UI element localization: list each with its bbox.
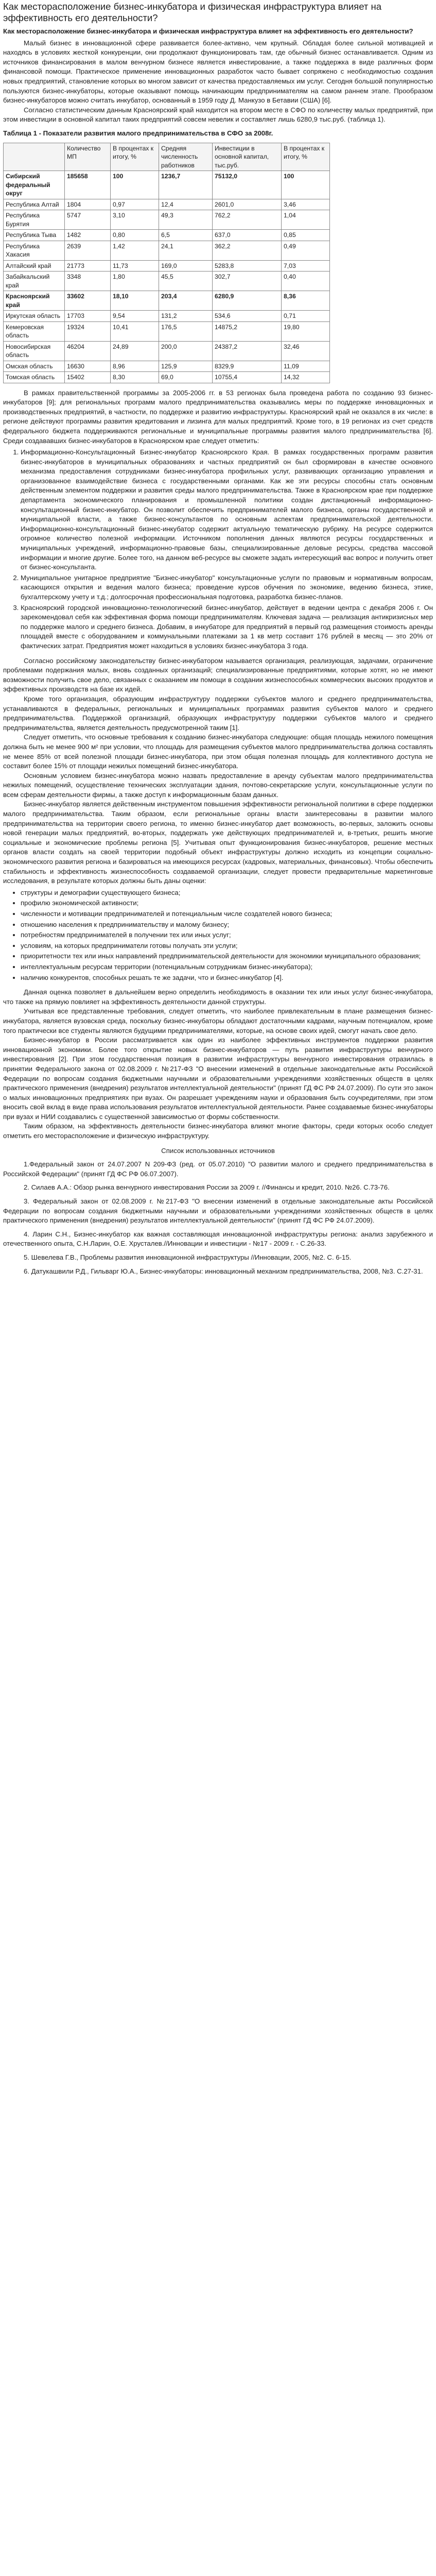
region-cell: Иркутская область: [4, 311, 65, 322]
value-cell: 5283,8: [213, 260, 282, 272]
table-row: [4, 372, 330, 383]
value-cell: 19,80: [282, 321, 330, 341]
reference-item: 4. Ларин С.Н., Бизнес-инкубатор как важная составляющая инновационной инфраструктуры региона: анализ зарубежного и отечественного опыта, С.Н.Ларин, О.Е. Хрусталев.//Инновации и инвестиции - №17 - 2009 г. - С.26-33.: [3, 1230, 433, 1248]
value-cell: 24,1: [159, 241, 213, 260]
value-cell: 8,30: [111, 372, 159, 383]
section-legislation: [3, 656, 433, 983]
value-cell: 18,10: [111, 291, 159, 311]
list-item: 1. Информационно-Консультационный Бизнес-инкубатор Красноярского Края. В рамках государственных программ развития бизнес-инкубаторов в муниципальных образованиях и частных предприятий он был сформирован в качестве основного механизма предоставления сотрудниками бизнес-инкубатора профильных услуг, развивающих организацию управления и организованное взаимодействие бизнеса с государственными органами. Как же эти ресурсы способны стать основным действенным элементом поддержки и развития среды малого предпринимательства. Также в Красноярском крае при поддержке департамента экономического планирования и промышленной политики создан дистанционный информационно-консультационный бизнес-инкубатор. Он позволит обеспечить предпринимателей малого бизнеса, органы государственной и муниципальной власти, а также бизнес-консультантов по основным аспектам предпринимательской деятельности. Информационно-консультационный бизнес-инкубатор содержит актуальную тематическую рубрику. На ресурсе содержится огромное количество полезной информации. Источником пополнения данных являются ресурсы государственных и муниципальных учреждений, информационно-правовые базы, специализированные деловые ресурсы, средства массовой информации и многие другие. Более того, на данном веб-ресурсе вы сможете задать интересующий вас вопрос и получить ответ от бизнес-консультанта.: [21, 448, 433, 572]
paragraph: Основным условием бизнес-инкубатора можно назвать предоставление в аренду субъектам малого предпринимательства нежилых помещений, осуществление технических эксплуатации здания, почтово-секретарские услуги, консультационные услуги по всем сферам деятельности фирмы, а также доступ к информационным базам данных.: [3, 771, 433, 799]
value-cell: 8,96: [111, 361, 159, 372]
section-conclusion: [3, 988, 433, 1141]
value-cell: 8,36: [282, 291, 330, 311]
reference-item: 1.Федеральный закон от 24.07.2007 N 209-ФЗ (ред. от 05.07.2010) "О развитии малого и среднего предпринимательства в Российской Федерации" (принят ГД ФС РФ 06.07.2007).: [3, 1160, 433, 1178]
value-cell: 3,46: [282, 199, 330, 210]
paragraph: Согласно российскому законодательству бизнес-инкубатором называется организация, реализующая, задачами, ограничение проблемами подержания малых, вновь созданных организаций; специализированные предприятиями, которые хотят, но не имеют возможности получить свое дело, связанных с оказанием им помощи в создании жизнеспособных коммерческих высоких продуктов и эффективных производств на базе их идей.: [3, 656, 433, 693]
table-row: [4, 272, 330, 291]
list-item: • отношению населения к предпринимательству и малому бизнесу;: [21, 920, 433, 930]
value-cell: 100: [111, 171, 159, 199]
section-incubators: [3, 388, 433, 651]
list-item: • численности и мотивации предпринимателей и потенциальным числе создателей нового бизнеса;: [21, 909, 433, 919]
paragraph: В рамках правительственной программы за 2005-2006 гг. в 53 регионах была проведена работа по созданию 93 бизнес-инкубаторов [9]; для региональных программ малого предпринимательства оказывались меры по поддержке инновационных и производственных предприятий, в частности, по поддержке и развитию инфраструктуры. Красноярский край не оказался в их числе: в регионе действуют программы развития кредитования и лизинга для малых предприятий. Кроме того, в 19 регионах из счет средств федерального бюджета поддерживаются региональные и муниципальные программы развития малого предпринимательства [6]. Среди создававших бизнес-инкубаторов в Красноярском крае следует отметить:: [3, 388, 433, 445]
reference-item: 5. Шевелева Г.В., Проблемы развития инновационной инфраструктуры //Инновации, 2005, №2. С. 6-15.: [24, 1253, 352, 1261]
value-cell: 16630: [65, 361, 111, 372]
value-cell: 6,5: [159, 230, 213, 241]
value-cell: 534,6: [213, 311, 282, 322]
value-cell: 14,32: [282, 372, 330, 383]
value-cell: 0,80: [111, 230, 159, 241]
value-cell: 0,97: [111, 199, 159, 210]
region-cell: Республика Хакасия: [4, 241, 65, 260]
table-row: [4, 341, 330, 361]
value-cell: 100: [282, 171, 330, 199]
article: [0, 0, 436, 1283]
value-cell: 5747: [65, 210, 111, 230]
paragraph: Кроме того организация, образующим инфраструктуру поддержки субъектов малого и среднего предпринимательства, устанавливаются в федеральных, региональных и муниципальных программах развития субъектов малого и среднего предпринимательства. Поддержкой организаций, образующих инфраструктуру поддержки субъектов малого и среднего предпринимательства, является деятельность предусмотренной таким [1].: [3, 694, 433, 732]
value-cell: 302,7: [213, 272, 282, 291]
region-cell: Новосибирская область: [4, 341, 65, 361]
paragraph: Учитывая все представленные требования, следует отметить, что наиболее привлекательным в плане размещения бизнес-инкубатора, является вузовская среда, поскольку бизнес-инкубаторы обладают достаточными кадрами, научным потенциалом, кроме того практически все студенты являются будущими предпринимателями, которые, на основе своих идей, смогут начать свое дело.: [3, 1007, 433, 1035]
value-cell: 0,85: [282, 230, 330, 241]
table-row: [4, 171, 330, 199]
value-cell: 17703: [65, 311, 111, 322]
value-cell: 1,42: [111, 241, 159, 260]
region-cell: Алтайский край: [4, 260, 65, 272]
list-item: • приоритетности тех или иных направлений предпринимательской деятельности для экономики муниципального образования;: [21, 952, 433, 961]
table-row: [4, 291, 330, 311]
region-cell: Забайкальский край: [4, 272, 65, 291]
table-body: [4, 171, 330, 383]
value-cell: 1,04: [282, 210, 330, 230]
paragraph: Данная оценка позволяет в дальнейшем верно определить необходимость в оказании тех или иных услуг бизнес-инкубатора, что также на прямую повлияет на эффективность деятельности данной структуры.: [3, 988, 433, 1006]
value-cell: 203,4: [159, 291, 213, 311]
paragraph: Бизнес-инкубатор является действенным инструментом повышения эффективности региональной политики в сфере поддержки малого предпринимательства. Таким образом, если региональные органы власти заинтересованы в развитии малого предпринимательства на территории своего региона, то именно бизнес-инкубатор дает возможность, во-первых, заложить основы новой генерации малых предприятий, во-вторых, поддержать уже действующих предпринимателей и, в-третьих, решить многие социальные и экономические проблемы региона [5]. Учитывая опыт функционирования бизнес-инкубаторов, решение местных органов власти создать на своей территории подобный объект инфраструктуры должно исходить из концепции социально-экономического развития региона и базироваться на имеющихся ресурсах (кадровых, материальных, финансовых). Чтобы обеспечить стабильность и эффективность жизнеспособность создаваемой организации, следует провести предварительные маркетинговые исследования, в результате которых должны быть даны оценки:: [3, 800, 433, 885]
table-row: [4, 361, 330, 372]
article-subtitle: Как месторасположение бизнес-инкубатора и физическая инфраструктура влияет на эффективность его деятельности?: [3, 27, 413, 35]
table-caption: Таблица 1 - Показатели развития малого предпринимательства в СФО за 2008г.: [3, 129, 273, 137]
value-cell: 362,2: [213, 241, 282, 260]
table-row: [4, 230, 330, 241]
paragraph: Таким образом, на эффективность деятельности бизнес-инкубатора влияют многие факторы, среди которых особо следует отметить его месторасположение и физическую инфраструктуру.: [3, 1122, 433, 1140]
value-cell: 46204: [65, 341, 111, 361]
paragraph: Бизнес-инкубатор в России рассматривается как один из наиболее эффективных инструментов поддержки развития инновационной экономики. Более того открытие новых бизнес-инкубаторов — путь развития инфраструктуры венчурного инвестирования [2]. При этом государственная позиция в развитии инфраструктуры венчурного инвестирования отразилась в принятии Федерального закона от 02.08.2009 г. №217-ФЗ "О внесении изменений в отдельные законодательные акты Российской Федерации по вопросам создания бюджетными научными и образовательными учреждениями хозяйственных обществ в целях практического применения (внедрения) результатов интеллектуальной деятельности" (принят ГД ФС РФ 24.07.2009). По сути это закон о малых инновационных предприятиях при вузах. Он разрешает учреждениям науки и образования быть соучредителями, при этом вносить свой вклад в виде права использования результатов интеллектуальной деятельности. Ранее создаваемые бизнес-инкубаторы при вузах и НИИ создавались с существенной зависимостью от формы собственности.: [3, 1036, 433, 1121]
table-row: [4, 210, 330, 230]
reference-item: 3. Федеральный закон от 02.08.2009 г. №217-ФЗ "О внесении изменений в отдельные законодательные акты Российской Федерации по вопросам создания бюджетными научными и образовательными учреждениями хозяйственных обществ в целях практического применения (внедрения) результатов интеллектуальной деятельности" (принят ГД ФС РФ 24.07.2009).: [3, 1197, 433, 1225]
value-cell: 2639: [65, 241, 111, 260]
list-item: • условиям, на которых предприниматели готовы получать эти услуги;: [21, 941, 433, 951]
value-cell: 24387,2: [213, 341, 282, 361]
value-cell: 1,80: [111, 272, 159, 291]
value-cell: 176,5: [159, 321, 213, 341]
value-cell: 0,71: [282, 311, 330, 322]
value-cell: 0,49: [282, 241, 330, 260]
table-header-row: [4, 143, 330, 171]
list-item: • профилю экономической активности;: [21, 899, 433, 908]
table-row: [4, 241, 330, 260]
region-cell: Томская область: [4, 372, 65, 383]
value-cell: 11,73: [111, 260, 159, 272]
region-cell: Республика Тыва: [4, 230, 65, 241]
reference-item: 6. Датукашвили Р.Д., Гильварг Ю.А., Бизнес-инкубаторы: инновационный механизм предпринимательства, 2008, №3. С.27-31.: [24, 1267, 423, 1275]
table-header-cell: В процентах к итогу, %: [111, 143, 159, 171]
list-item: 3. Красноярский городской инновационно-технологический бизнес-инкубатор, действует в ведении центра с декабря 2006 г. Он зарекомендовал себя как эффективная форма помощи предпринимателям. Ключевая задача — реализация антикризисных мер по поддержке малого и среднего бизнеса. Добавим, в инкубаторе для предприятий в первый год размещения стоимость аренды площадей вместе с оборудованием и коммунальными платежами за 1 кв метр составит 176 рублей в месяц — это 20% от фактических затрат. Предприятия может находиться в условиях бизнес-инкубатора 3 года.: [21, 603, 433, 651]
value-cell: 15402: [65, 372, 111, 383]
region-cell: Сибирский федеральный округ: [4, 171, 65, 199]
sfo-statistics-table: [3, 143, 330, 383]
table-header-cell: В процентах к итогу, %: [282, 143, 330, 171]
value-cell: 169,0: [159, 260, 213, 272]
table-row: [4, 321, 330, 341]
value-cell: 32,46: [282, 341, 330, 361]
value-cell: 69,0: [159, 372, 213, 383]
table-header-cell: Средняя численность работников: [159, 143, 213, 171]
value-cell: 3348: [65, 272, 111, 291]
value-cell: 185658: [65, 171, 111, 199]
value-cell: 24,89: [111, 341, 159, 361]
paragraph: Согласно статистическим данным Красноярский край находится на втором месте в СФО по количеству малых предприятий, при этом инвестиции в основной капитал таких предприятий совсем невелик и составляет лишь 6280,9 тыс.руб. (таблица 1).: [3, 106, 433, 124]
value-cell: 200,0: [159, 341, 213, 361]
value-cell: 14875,2: [213, 321, 282, 341]
value-cell: 3,10: [111, 210, 159, 230]
references-list: [3, 1160, 433, 1276]
table-header-cell: Количество МП: [65, 143, 111, 171]
value-cell: 1804: [65, 199, 111, 210]
value-cell: 9,54: [111, 311, 159, 322]
value-cell: 10,41: [111, 321, 159, 341]
value-cell: 762,2: [213, 210, 282, 230]
value-cell: 49,3: [159, 210, 213, 230]
value-cell: 125,9: [159, 361, 213, 372]
value-cell: 637,0: [213, 230, 282, 241]
list-item: • интеллектуальным ресурсам территории (потенциальным сотрудникам бизнес-инкубатора);: [21, 962, 433, 972]
list-item: • наличию конкурентов, способных решать те же задачи, что и бизнес-инкубатор [4].: [21, 973, 433, 983]
page-title: Как месторасположение бизнес-инкубатора и физическая инфраструктура влияет на эффективность его деятельности?: [3, 1, 381, 23]
region-cell: Кемеровская область: [4, 321, 65, 341]
list-item: • потребностям предпринимателей в получении тех или иных услуг;: [21, 930, 433, 940]
region-cell: Красноярский край: [4, 291, 65, 311]
value-cell: 0,40: [282, 272, 330, 291]
paragraph: Малый бизнес в инновационной сфере развивается более-активно, чем крупный. Обладая более сильной мотивацией и находясь в условиях жесткой конкуренции, они продолжают функционировать там, где обычный бизнес останавливается. Одним из источников финансирования в малом венчурном бизнесе является инвестирование, а также поддержка в виде различных форм финансовой помощи. Практическое применение инновационных разработок часто бывает сопряжено с необходимостью создания новых предприятий, становление которых во многом зависит от качества предоставляемых им услуг. Сегодня большой популярностью пользуются бизнес-инкубаторы, которые оказывают помощь начинающим предпринимателям на самом раннем этапе. Прообразом бизнес-инкубаторов можно считать инкубатор, основанный в 1959 году Д. Манкузо в Бетавии (США) [6].: [3, 39, 433, 105]
table-row: [4, 260, 330, 272]
value-cell: 11,09: [282, 361, 330, 372]
value-cell: 7,03: [282, 260, 330, 272]
value-cell: 131,2: [159, 311, 213, 322]
assessment-list: [3, 888, 433, 982]
value-cell: 8329,9: [213, 361, 282, 372]
value-cell: 75132,0: [213, 171, 282, 199]
references-title: Список использованных источников: [161, 1146, 275, 1155]
region-cell: Омская область: [4, 361, 65, 372]
list-item: 2. Муниципальное унитарное предприятие "Бизнес-инкубатор" консультационные услуги по правовым и нормативным вопросам, касающихся открытия и ведения малого бизнеса; проведение курсов обучения по экономике, ведению бизнеса, этике, бухгалтерскому учету и т.д.; долгосрочная профессиональная подготовка, разработка бизнес-планов.: [21, 573, 433, 602]
table-row: [4, 199, 330, 210]
incubators-list: [3, 448, 433, 651]
value-cell: 2601,0: [213, 199, 282, 210]
value-cell: 45,5: [159, 272, 213, 291]
table-row: [4, 311, 330, 322]
value-cell: 12,4: [159, 199, 213, 210]
value-cell: 6280,9: [213, 291, 282, 311]
table-header-cell: Инвестиции в основной капитал, тыс.руб.: [213, 143, 282, 171]
value-cell: 19324: [65, 321, 111, 341]
region-cell: Республика Бурятия: [4, 210, 65, 230]
value-cell: 10755,4: [213, 372, 282, 383]
table-header-cell: [4, 143, 65, 171]
value-cell: 1482: [65, 230, 111, 241]
value-cell: 21773: [65, 260, 111, 272]
region-cell: Республика Алтай: [4, 199, 65, 210]
value-cell: 33602: [65, 291, 111, 311]
intro-section: [3, 39, 433, 125]
paragraph: Следует отметить, что основные требования к созданию бизнес-инкубатора следующие: общая площадь нежилого помещения должна быть не менее 900 м² при условии, что площадь для размещения субъектов малого предпринимательства должна составлять не менее 85% от всей полезной площади бизнес-инкубатора, при этом общая полезная площадь для коллективного доступа не составит более 15% от площади нежилых помещений бизнес-инкубатора.: [3, 733, 433, 770]
value-cell: 1236,7: [159, 171, 213, 199]
reference-item: 2. Силаев А.А.: Обзор рынка венчурного инвестирования России за 2009 г. //Финансы и кредит, 2010. №26. С.73-76.: [24, 1183, 390, 1192]
list-item: • структуры и демографии существующего бизнеса;: [21, 888, 433, 898]
